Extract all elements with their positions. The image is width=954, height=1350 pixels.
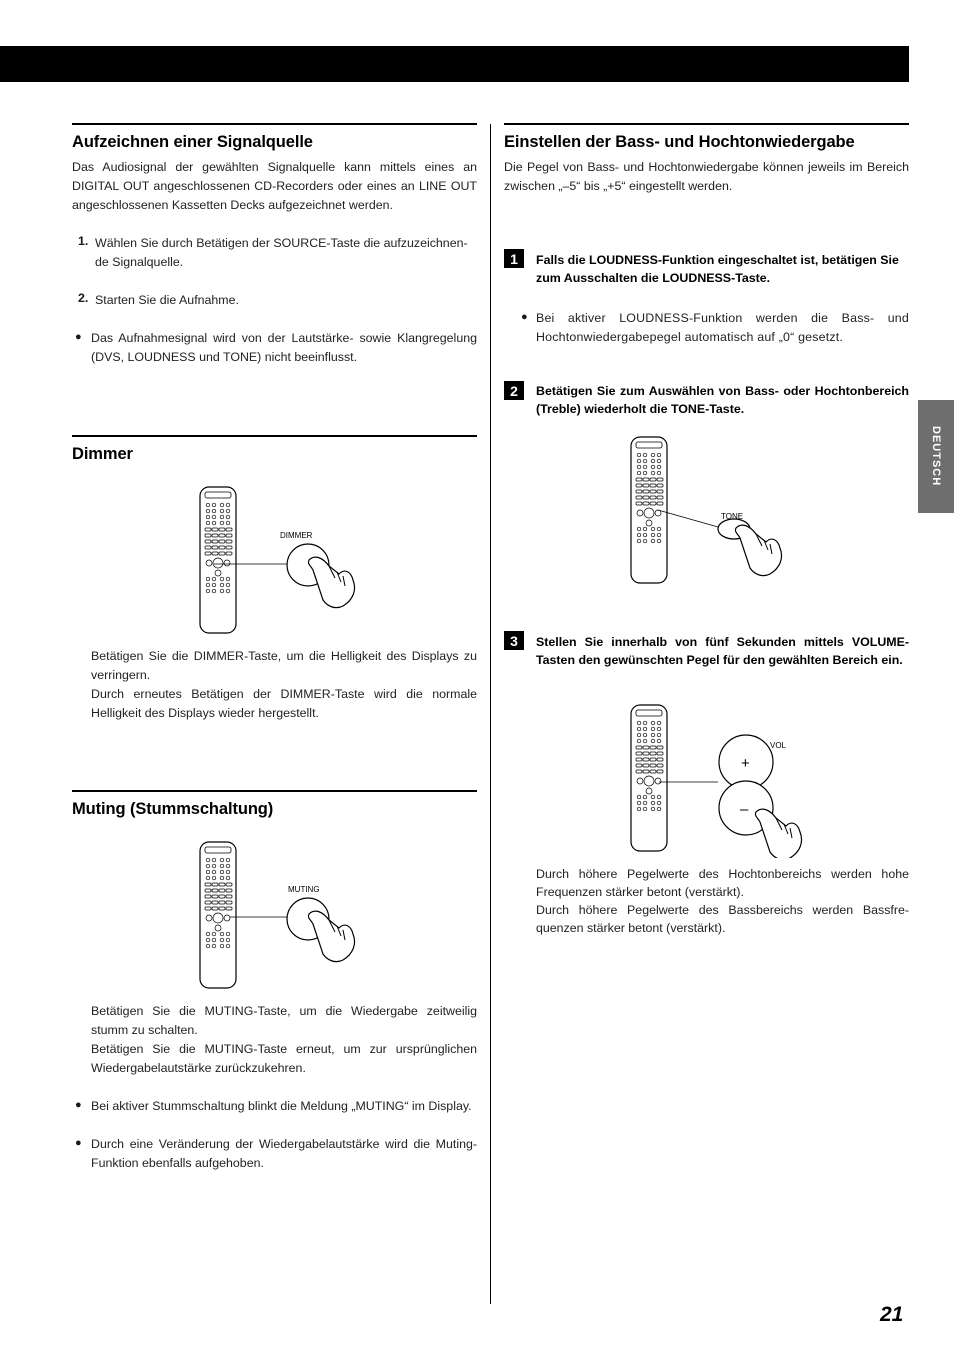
page-number: 21	[880, 1303, 904, 1326]
language-tab	[918, 400, 954, 513]
remote-control-icon	[631, 437, 667, 583]
bullet-text: Bei aktiver Stummschaltung blinkt die Meldung „MUTING“ im Display.	[91, 1099, 472, 1113]
tone-result-text	[536, 865, 909, 937]
muting-button-label: MUTING	[288, 885, 320, 894]
dimmer-text	[91, 647, 477, 723]
header-bar	[0, 46, 909, 82]
section-recording	[72, 123, 477, 367]
step-text: Wählen Sie durch Betätigen der SOURCE-Taste die aufzuzeichnende Signalquelle.	[95, 236, 468, 269]
paragraph: Betätigen Sie die MUTING-Taste, um die Wiedergabe zeitweilig stumm zu schalten.	[91, 1004, 477, 1037]
hand-pointer-icon	[735, 525, 781, 575]
step-heading: Betätigen Sie zum Auswählen von Bass- oder Hochtonbereich (Treble) wiederholt die TONE-Taste.	[536, 384, 909, 416]
volume-plus-label: +	[741, 755, 750, 772]
bullet-item	[72, 329, 477, 367]
intro-paragraph: Die Pegel von Bass- und Hochtonwiedergabe können jeweils im Bereich zwischen „–5“ bis „+5“ eingestellt werden.	[504, 160, 909, 193]
section-dimmer	[72, 435, 477, 464]
bullet-text: Bei aktiver LOUDNESS-Funktion werden die Bass- und Hochtonwiedergabepegel automatisch auf „0“ gesetzt.	[536, 311, 909, 344]
section-rule	[72, 790, 477, 792]
step-heading: Falls die LOUDNESS-Funktion eingeschaltet ist, betätigen Sie zum Ausschalten die LOUDNESS-Taste.	[536, 253, 899, 285]
section-title: Aufzeichnen einer Signalquelle	[72, 133, 313, 151]
section-title: Muting (Stummschaltung)	[72, 800, 274, 818]
section-rule	[72, 435, 477, 437]
remote-control-icon	[200, 487, 236, 633]
paragraph: Betätigen Sie die MUTING-Taste erneut, um zur ursprünglichen Wiedergabelautstärke zurückzukehren.	[91, 1042, 477, 1075]
bullet-icon: ●	[521, 311, 528, 323]
section-title: Einstellen der Bass- und Hochtonwiedergabe	[504, 133, 855, 151]
remote-muting-illustration	[195, 840, 365, 990]
bullet-icon: ●	[75, 331, 82, 343]
vol-label: VOL	[770, 741, 787, 750]
muting-text	[72, 1002, 477, 1173]
paragraph: Durch höhere Pegelwerte des Bassbereichs werden Bassfrequenzen stärker betont (verstärkt).	[536, 903, 909, 935]
section-tone	[504, 123, 909, 196]
remote-control-icon	[200, 842, 236, 988]
step-number-badge: 3	[504, 631, 524, 650]
section-muting	[72, 790, 477, 819]
section-rule	[72, 123, 477, 125]
paragraph: Betätigen Sie die DIMMER-Taste, um die Helligkeit des Displays zu verringern.	[91, 649, 477, 682]
step-item	[72, 291, 477, 310]
bullet-item	[518, 309, 909, 347]
hand-pointer-icon	[755, 809, 801, 858]
volume-minus-label: –	[740, 801, 749, 818]
column-divider	[490, 124, 491, 1304]
bullet-item	[72, 1135, 477, 1173]
intro-paragraph: Das Audiosignal der gewählten Signalquelle kann mittels eines an DIGITAL OUT angeschlossenen CD-Recorders oder eines an LINE OUT angeschlossenen Kassetten Decks aufgezeichnet werden.	[72, 160, 477, 212]
remote-control-icon	[631, 705, 667, 851]
tone-button-label: TONE	[721, 512, 744, 521]
bullet-text: Durch eine Veränderung der Wiedergabelautstärke wird die Muting-Funktion ebenfalls aufgehoben.	[91, 1137, 477, 1170]
step-number-badge: 1	[504, 249, 524, 268]
step-item	[72, 234, 477, 272]
bullet-icon: ●	[75, 1137, 82, 1149]
step-number: 2.	[78, 291, 89, 305]
step-number-badge: 2	[504, 381, 524, 400]
paragraph: Durch erneutes Betätigen der DIMMER-Taste wird die normale Helligkeit des Displays wieder hergestellt.	[91, 687, 477, 720]
section-rule	[504, 123, 909, 125]
step-heading: Stellen Sie innerhalb von fünf Sekunden mittels VOLUME-Tasten den gewünschten Pegel für den gewählten Bereich ein.	[536, 635, 909, 667]
language-tab-label: DEUTSCH	[930, 426, 942, 487]
remote-dimmer-illustration	[195, 485, 365, 635]
paragraph: Durch höhere Pegelwerte des Hochtonbereichs werden hohe Frequenzen stärker betont (verstärkt).	[536, 867, 909, 899]
bullet-icon: ●	[75, 1099, 82, 1111]
dimmer-button-label: DIMMER	[280, 531, 313, 540]
section-title: Dimmer	[72, 445, 133, 463]
step-number: 1.	[78, 234, 89, 248]
bullet-text: Das Aufnahmesignal wird von der Lautstärke- sowie Klangregelung (DVS, LOUDNESS und TONE) nicht beeinflusst.	[91, 331, 477, 364]
remote-volume-illustration	[626, 702, 806, 858]
bullet-item	[72, 1097, 477, 1116]
remote-tone-illustration	[626, 434, 796, 586]
step-text: Starten Sie die Aufnahme.	[95, 293, 239, 307]
